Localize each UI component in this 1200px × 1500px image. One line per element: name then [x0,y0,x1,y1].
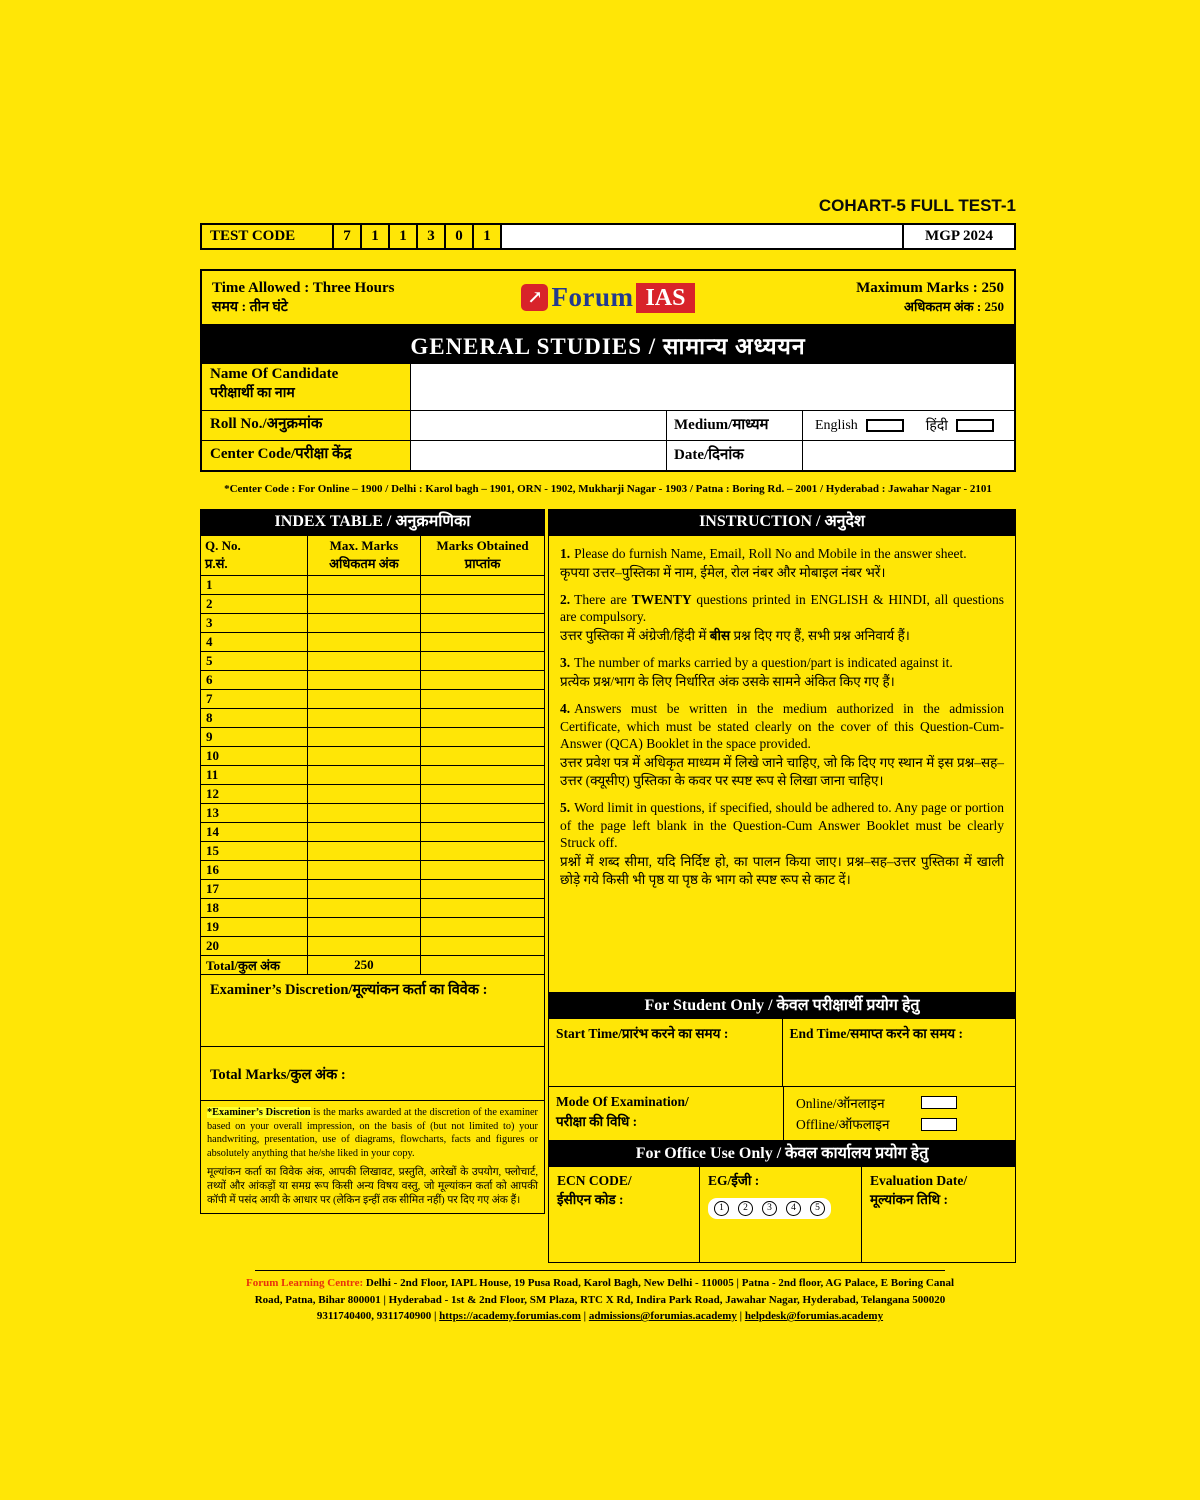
date-label: Date/दिनांक [666,441,802,470]
test-code-digit: 0 [446,225,474,248]
marks-obtained-cell [421,785,545,804]
footer [0,1270,1200,1325]
page-content [200,196,1016,1263]
main-columns [200,509,1016,1263]
index-table-row [201,576,545,595]
roll-label: Roll No./अनुक्रमांक [210,416,323,432]
max-marks-cell [307,766,421,785]
index-table-row [201,880,545,899]
max-marks-cell [307,785,421,804]
total-obtained-cell [421,956,545,975]
index-table-header-row [201,536,545,576]
marks-obtained-cell [421,576,545,595]
marks-obtained-cell [421,880,545,899]
eg-option[interactable]: 4 [786,1201,801,1216]
instruction-item [560,700,1004,790]
qno-header: Q. No. प्र.सं. [201,536,308,576]
max-marks-cell [307,747,421,766]
footnote-highlight: *Examiner’s Discretion [207,1107,311,1118]
eg-options-strip [708,1198,831,1219]
instruction-text-hi: उत्तर पुस्तिका में अंग्रेजी/हिंदी में बीस प्रश्न दिए गए हैं, सभी प्रश्न अनिवार्य हैं। [560,628,910,644]
eg-option[interactable]: 3 [762,1201,777,1216]
index-table-row [201,747,545,766]
marks-obtained-cell [421,842,545,861]
footnote-english: *Examiner’s Discretion is the marks awarded at the discretion of the examiner based on your overall impression, on the basis of (but not limited to) your handwriting, presentation, use of diagrams, flowcharts, facts and figures or absolutely anything that he/she liked in your copy. [207,1107,538,1159]
footer-address-line1: Forum Learning Centre: Delhi - 2nd Floor, IAPL House, 19 Pusa Road, Karol Bagh, New Delhi - 110005 | Patna - 2nd floor, AG Palace, E Boring Canal [246,1277,954,1289]
office-use-row [548,1167,1016,1263]
offline-checkbox[interactable] [921,1118,957,1131]
mode-option-offline [796,1115,1003,1133]
test-code-digit: 1 [362,225,390,248]
medium-options [802,411,1014,440]
max-marks-cell [307,652,421,671]
question-number-cell: 8 [201,709,308,728]
total-label-cell: Total/कुल अंक [201,956,308,975]
logo-ias-text: IAS [636,283,694,313]
question-number-cell: 4 [201,633,308,652]
question-number-cell: 16 [201,861,308,880]
eg-label: EG/ईजी : [708,1173,760,1188]
logo-forum-text: Forum [551,282,634,312]
marks-obtained-cell [421,690,545,709]
index-table-row [201,766,545,785]
offline-label: Offline/ऑफलाइन [796,1117,890,1133]
instruction-column [548,509,1016,1263]
medium-option-hindi [926,416,994,435]
footer-phones: 9311740400, 9311740900 | [316,1310,437,1322]
index-table-row [201,937,545,956]
medium-option-english [815,418,904,434]
instruction-item [560,654,1004,691]
question-number-cell: 1 [201,576,308,595]
max-marks-cell [307,937,421,956]
marks-obtained-cell [421,823,545,842]
index-table-row [201,899,545,918]
instruction-text-hi: कृपया उत्तर–पुस्तिका में नाम, ईमेल, रोल नंबर और मोबाइल नंबर भरें। [560,564,886,580]
instruction-item [560,799,1004,889]
instruction-text-en: 3. The number of marks carried by a question/part is indicated against it. [560,655,953,671]
online-label: Online/ऑनलाइन [796,1095,885,1111]
question-number-cell: 6 [201,671,308,690]
test-code-digit: 3 [418,225,446,248]
roll-input-area[interactable] [410,411,666,440]
instruction-text-en: 1. Please do furnish Name, Email, Roll No and Mobile in the answer sheet. [560,546,967,561]
exam-header-box [200,269,1016,326]
marks-obtained-cell [421,595,545,614]
time-row [548,1019,1016,1087]
instruction-title: INSTRUCTION / अनुदेश [548,509,1016,535]
footer-link-academy[interactable]: https://academy.forumias.com [439,1310,581,1322]
footer-brand: Forum Learning Centre: [246,1277,364,1289]
evaluation-date-cell[interactable]: Evaluation Date/ मूल्यांकन तिथि : [861,1167,1015,1262]
footer-link-helpdesk[interactable]: helpdesk@forumias.academy [744,1310,884,1322]
footer-divider [255,1270,945,1271]
marks-obtained-cell [421,766,545,785]
question-number-cell: 3 [201,614,308,633]
medium-english-checkbox[interactable] [866,419,904,432]
max-marks-cell [307,804,421,823]
max-marks-cell [307,823,421,842]
max-marks-cell [307,728,421,747]
test-code-digit: 1 [474,225,502,248]
instruction-text-en: 4. Answers must be written in the medium authorized in the admission Certificate, which must be stated clearly on the cover of this Question-Cum-Answer (QCA) Booklet in the space provided. [560,700,1004,752]
eg-option[interactable]: 2 [738,1201,753,1216]
center-code-row [202,440,1014,470]
max-marks-cell [307,690,421,709]
max-marks-cell [307,576,421,595]
max-marks-cell [307,595,421,614]
test-code-digit: 7 [334,225,362,248]
index-table-row [201,633,545,652]
question-number-cell: 2 [201,595,308,614]
max-marks-cell [307,842,421,861]
forumias-arrow-icon: ↗ [521,284,548,311]
index-table-row [201,652,545,671]
eg-option[interactable]: 5 [810,1201,825,1216]
marks-obtained-cell [421,633,545,652]
start-time-cell[interactable]: Start Time/प्रारंभ करने का समय : [556,1026,729,1041]
max-marks-cell [307,918,421,937]
examiner-footnote [200,1101,545,1214]
instruction-item [560,545,1004,582]
instruction-item [560,591,1004,645]
index-table-title: INDEX TABLE / अनुक्रमणिका [200,509,545,535]
marks-obtained-cell [421,918,545,937]
mode-of-exam-row [548,1087,1016,1141]
center-code-label: Center Code/परीक्षा केंद्र [210,446,352,462]
footer-link-admissions[interactable]: admissions@forumias.academy [588,1310,737,1322]
medium-hindi-label: हिंदी [925,419,948,434]
name-input-area[interactable] [410,364,1014,410]
student-only-title: For Student Only / केवल परीक्षार्थी प्रयोग हेतु [548,993,1016,1019]
index-table-row [201,709,545,728]
index-table-row [201,595,545,614]
max-marks-en: Maximum Marks : 250 [856,280,1004,296]
medium-english-label: English [815,417,858,433]
mode-option-online [796,1094,1003,1112]
test-code-digit: 1 [390,225,418,248]
office-only-title: For Office Use Only / केवल कार्यालय प्रयोग हेतु [548,1141,1016,1167]
center-code-note: *Center Code : For Online – 1900 / Delhi : Karol bagh – 1901, ORN - 1902, Mukharji Nagar - 1903 / Patna : Boring Rd. – 2001 / Hyderabad : Jawahar Nagar - 2101 [224,483,992,495]
marks-obtained-cell [421,937,545,956]
instruction-list [548,535,1016,993]
subject-banner: GENERAL STUDIES / सामान्य अध्ययन [200,326,1016,364]
marks-obtained-cell [421,728,545,747]
candidate-form [200,364,1016,472]
index-table-column [200,509,545,1214]
series-title: COHART-5 FULL TEST-1 [818,196,1016,215]
question-number-cell: 7 [201,690,308,709]
question-number-cell: 19 [201,918,308,937]
name-row [202,364,1014,410]
date-input-area[interactable] [802,441,1014,470]
total-max-marks-cell: 250 [307,956,421,975]
index-table-row [201,804,545,823]
index-table-row [201,785,545,804]
index-table-row [201,728,545,747]
marks-obtained-cell [421,861,545,880]
question-number-cell: 20 [201,937,308,956]
question-number-cell: 12 [201,785,308,804]
time-allowed-hi: समय : तीन घंटे [212,299,288,315]
index-table-row [201,823,545,842]
marks-obtained-cell [421,899,545,918]
marks-obtained-cell [421,709,545,728]
test-code-label: TEST CODE [202,225,334,248]
name-label: Name Of Candidate परीक्षार्थी का नाम [210,366,339,401]
footer-address-line2: Road, Patna, Bihar 800001 | Hyderabad - 1st & 2nd Floor, SM Plaza, RTC X Rd, Indira Park Road, Jawahar Nagar, Hyderabad, Telangana 500020 [254,1293,946,1306]
index-table-row [201,690,545,709]
max-marks-cell [307,899,421,918]
instruction-text-hi: प्रश्नों में शब्द सीमा, यदि निर्दिष्ट हो, का पालन किया जाए। प्रश्न–सह–उत्तर पुस्तिका में खाली छोड़े गये किसी भी पृष्ठ या पृष्ठ के भाग को स्पष्ट रूप से काट दें। [560,854,1004,887]
marks-obtained-cell [421,671,545,690]
center-code-input-area[interactable] [410,441,666,470]
marks-obtained-cell [421,804,545,823]
instruction-text-hi: उत्तर प्रवेश पत्र में अधिकृत माध्यम में लिखे जाने चाहिए, जो कि दिए गए स्थान में इस प्रश्न–सह–उत्तर (क्यूसीए) पुस्तिका के कवर पर स्पष्ट रूप से लिखा जाना चाहिए। [560,755,1004,788]
question-number-cell: 5 [201,652,308,671]
question-number-cell: 11 [201,766,308,785]
instruction-text-hi: प्रत्येक प्रश्न/भाग के लिए निर्धारित अंक उसके सामने अंकित किए गए हैं। [560,673,895,689]
question-number-cell: 14 [201,823,308,842]
marks-obtained-cell [421,747,545,766]
max-marks-header: Max. Marks अधिकतम अंक [307,536,421,576]
index-table-row [201,918,545,937]
eg-option[interactable]: 1 [714,1201,729,1216]
marks-obtained-cell [421,614,545,633]
eg-cell [699,1167,861,1262]
index-table-row [201,671,545,690]
index-table [200,535,545,975]
question-number-cell: 10 [201,747,308,766]
index-table-row [201,842,545,861]
index-table-total-row [201,956,545,975]
max-marks-cell [307,671,421,690]
forumias-logo [454,282,762,313]
test-code-row [200,223,1016,250]
roll-row [202,410,1014,440]
max-marks-cell [307,614,421,633]
mode-options [783,1087,1015,1140]
footer-contact-line: 9311740400, 9311740900 | https://academy.forumias.com | admissions@forumias.academy | helpdesk@forumias.academy [316,1310,884,1322]
question-number-cell: 18 [201,899,308,918]
medium-hindi-checkbox[interactable] [956,419,994,432]
examiner-discretion-box: Examiner’s Discretion/मूल्यांकन कर्ता का विवेक : [200,975,545,1047]
end-time-cell[interactable]: End Time/समाप्त करने का समय : [782,1019,1016,1086]
mode-of-exam-label: Mode Of Examination/ परीक्षा की विधि : [556,1094,689,1129]
max-marks-cell [307,861,421,880]
time-allowed-en: Time Allowed : Three Hours [212,279,395,296]
max-marks-cell [307,709,421,728]
instruction-text-en: 5. Word limit in questions, if specified, should be adhered to. Any page or portion of the page left blank in the Question-Cum Answer Booklet must be clearly Struck off. [560,799,1004,851]
medium-label: Medium/माध्यम [666,411,802,440]
marks-obtained-cell [421,652,545,671]
question-number-cell: 9 [201,728,308,747]
max-marks-cell [307,633,421,652]
total-marks-box: Total Marks/कुल अंक : [200,1047,545,1101]
online-checkbox[interactable] [921,1096,957,1109]
footnote-hindi: मूल्यांकन कर्ता का विवेक अंक, आपकी लिखावट, प्रस्तुति, आरेखों के उपयोग, फ्लोचार्ट, तथ्यों और आंकड़ों या समग्र रूप किसी अन्य विषय वस्तु, जो मूल्यांकन कर्ता को आपकी कॉपी में पसंद आयी के आधार पर (लेकिन इन्हीं तक सीमित नहीं) पर दिए गए अंक हैं। [207,1167,538,1207]
question-number-cell: 15 [201,842,308,861]
instruction-text-en: 2. There are TWENTY questions printed in ENGLISH & HINDI, all questions are compulsory. [560,591,1004,625]
index-table-row [201,614,545,633]
ecn-code-cell[interactable]: ECN CODE/ ईसीएन कोड : [557,1173,632,1207]
test-code-blank-area [502,225,902,248]
marks-obtained-header: Marks Obtained प्राप्तांक [421,536,545,576]
time-allowed-block [202,280,454,316]
index-table-row [201,861,545,880]
max-marks-block [762,280,1014,315]
question-number-cell: 17 [201,880,308,899]
session-label: MGP 2024 [902,225,1014,248]
max-marks-hi: अधिकतम अंक : 250 [904,299,1004,314]
question-number-cell: 13 [201,804,308,823]
max-marks-cell [307,880,421,899]
